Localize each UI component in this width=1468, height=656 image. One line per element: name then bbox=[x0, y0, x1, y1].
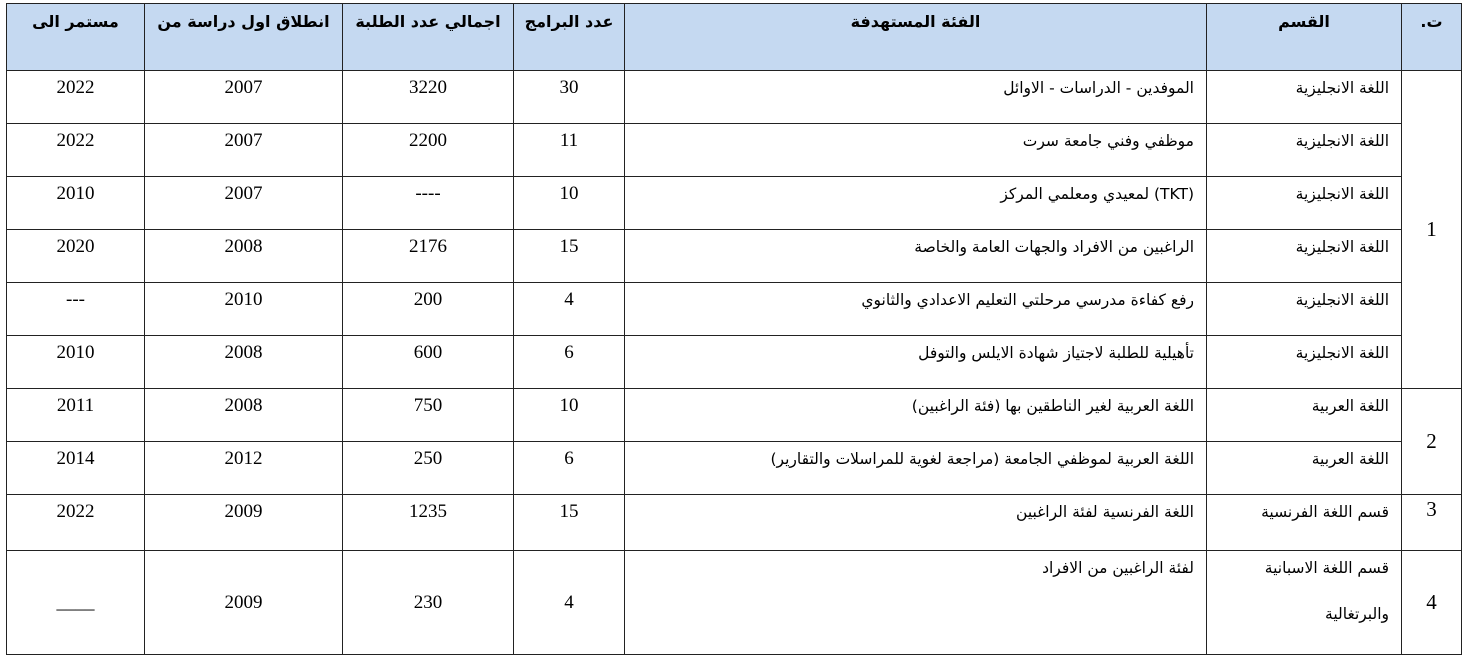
programs-cell: 30 bbox=[514, 71, 625, 124]
header-target-group: الفئة المستهدفة bbox=[625, 4, 1207, 71]
start-cell: 2009 bbox=[145, 495, 343, 551]
table-row bbox=[7, 283, 1462, 336]
department-cell: اللغة الانجليزية bbox=[1207, 283, 1402, 336]
group-seq: 2 bbox=[1402, 389, 1462, 495]
table-row bbox=[7, 336, 1462, 389]
programs-cell: 4 bbox=[514, 283, 625, 336]
department-cell: اللغة الانجليزية bbox=[1207, 71, 1402, 124]
header-program-count: عدد البرامج bbox=[514, 4, 625, 71]
until-cell: --- bbox=[7, 283, 145, 336]
header-first-start: انطلاق اول دراسة من bbox=[145, 4, 343, 71]
target-cell: (TKT) لمعيدي ومعلمي المركز bbox=[625, 177, 1207, 230]
students-cell: 2200 bbox=[343, 124, 514, 177]
department-cell: اللغة العربية bbox=[1207, 389, 1402, 442]
target-cell: تأهيلية للطلبة لاجتياز شهادة الايلس والتوفل bbox=[625, 336, 1207, 389]
table-row bbox=[7, 71, 1462, 124]
programs-cell: 4 bbox=[514, 551, 625, 655]
header-total-students: اجمالي عدد الطلبة bbox=[343, 4, 514, 71]
programs-cell: 6 bbox=[514, 442, 625, 495]
until-cell: 2020 bbox=[7, 230, 145, 283]
students-cell: ---- bbox=[343, 177, 514, 230]
table-row bbox=[7, 177, 1462, 230]
header-row bbox=[7, 4, 1462, 71]
programs-cell: 6 bbox=[514, 336, 625, 389]
group-seq: 4 bbox=[1402, 551, 1462, 655]
start-cell: 2009 bbox=[145, 551, 343, 655]
target-cell: رفع كفاءة مدرسي مرحلتي التعليم الاعدادي والثانوي bbox=[625, 283, 1207, 336]
department-line-1: قسم اللغة الاسبانية bbox=[1264, 559, 1389, 577]
start-cell: 2008 bbox=[145, 336, 343, 389]
department-cell: اللغة الانجليزية bbox=[1207, 177, 1402, 230]
students-cell: 200 bbox=[343, 283, 514, 336]
target-cell: الموفدين - الدراسات - الاوائل bbox=[625, 71, 1207, 124]
target-cell: اللغة العربية لموظفي الجامعة (مراجعة لغوية للمراسلات والتقارير) bbox=[625, 442, 1207, 495]
students-cell: 1235 bbox=[343, 495, 514, 551]
department-cell bbox=[1207, 551, 1402, 655]
students-cell: 600 bbox=[343, 336, 514, 389]
until-cell: 2010 bbox=[7, 177, 145, 230]
table-row bbox=[7, 230, 1462, 283]
until-cell: 2014 bbox=[7, 442, 145, 495]
start-cell: 2008 bbox=[145, 389, 343, 442]
start-cell: 2012 bbox=[145, 442, 343, 495]
programs-cell: 15 bbox=[514, 495, 625, 551]
target-cell: الراغبين من الافراد والجهات العامة والخاصة bbox=[625, 230, 1207, 283]
programs-cell: 10 bbox=[514, 389, 625, 442]
until-cell: 2022 bbox=[7, 495, 145, 551]
until-cell: 2010 bbox=[7, 336, 145, 389]
students-cell: 230 bbox=[343, 551, 514, 655]
header-seq: ت. bbox=[1402, 4, 1462, 71]
until-cell: 2022 bbox=[7, 71, 145, 124]
start-cell: 2008 bbox=[145, 230, 343, 283]
department-cell: اللغة الانجليزية bbox=[1207, 336, 1402, 389]
programs-table bbox=[6, 3, 1462, 655]
header-continuing-until: مستمر الى bbox=[7, 4, 145, 71]
group-seq: 3 bbox=[1402, 495, 1462, 551]
header-department: القسم bbox=[1207, 4, 1402, 71]
start-cell: 2010 bbox=[145, 283, 343, 336]
table-row bbox=[7, 551, 1462, 655]
department-cell: اللغة الانجليزية bbox=[1207, 124, 1402, 177]
table-row bbox=[7, 442, 1462, 495]
students-cell: 250 bbox=[343, 442, 514, 495]
until-cell: 2022 bbox=[7, 124, 145, 177]
table-row bbox=[7, 389, 1462, 442]
department-line-2: والبرتغالية bbox=[1325, 605, 1389, 623]
department-cell: اللغة العربية bbox=[1207, 442, 1402, 495]
students-cell: 3220 bbox=[343, 71, 514, 124]
start-cell: 2007 bbox=[145, 71, 343, 124]
start-cell: 2007 bbox=[145, 177, 343, 230]
until-cell: ____ bbox=[7, 551, 145, 655]
programs-cell: 10 bbox=[514, 177, 625, 230]
start-cell: 2007 bbox=[145, 124, 343, 177]
target-cell: اللغة العربية لغير الناطقين بها (فئة الراغبين) bbox=[625, 389, 1207, 442]
table-row bbox=[7, 495, 1462, 551]
students-cell: 2176 bbox=[343, 230, 514, 283]
until-cell: 2011 bbox=[7, 389, 145, 442]
department-cell: قسم اللغة الفرنسية bbox=[1207, 495, 1402, 551]
group-seq: 1 bbox=[1402, 71, 1462, 389]
target-cell: اللغة الفرنسية لفئة الراغبين bbox=[625, 495, 1207, 551]
programs-cell: 15 bbox=[514, 230, 625, 283]
programs-cell: 11 bbox=[514, 124, 625, 177]
table-row bbox=[7, 124, 1462, 177]
target-cell: موظفي وفني جامعة سرت bbox=[625, 124, 1207, 177]
target-cell: لفئة الراغبين من الافراد bbox=[625, 551, 1207, 655]
department-cell: اللغة الانجليزية bbox=[1207, 230, 1402, 283]
students-cell: 750 bbox=[343, 389, 514, 442]
